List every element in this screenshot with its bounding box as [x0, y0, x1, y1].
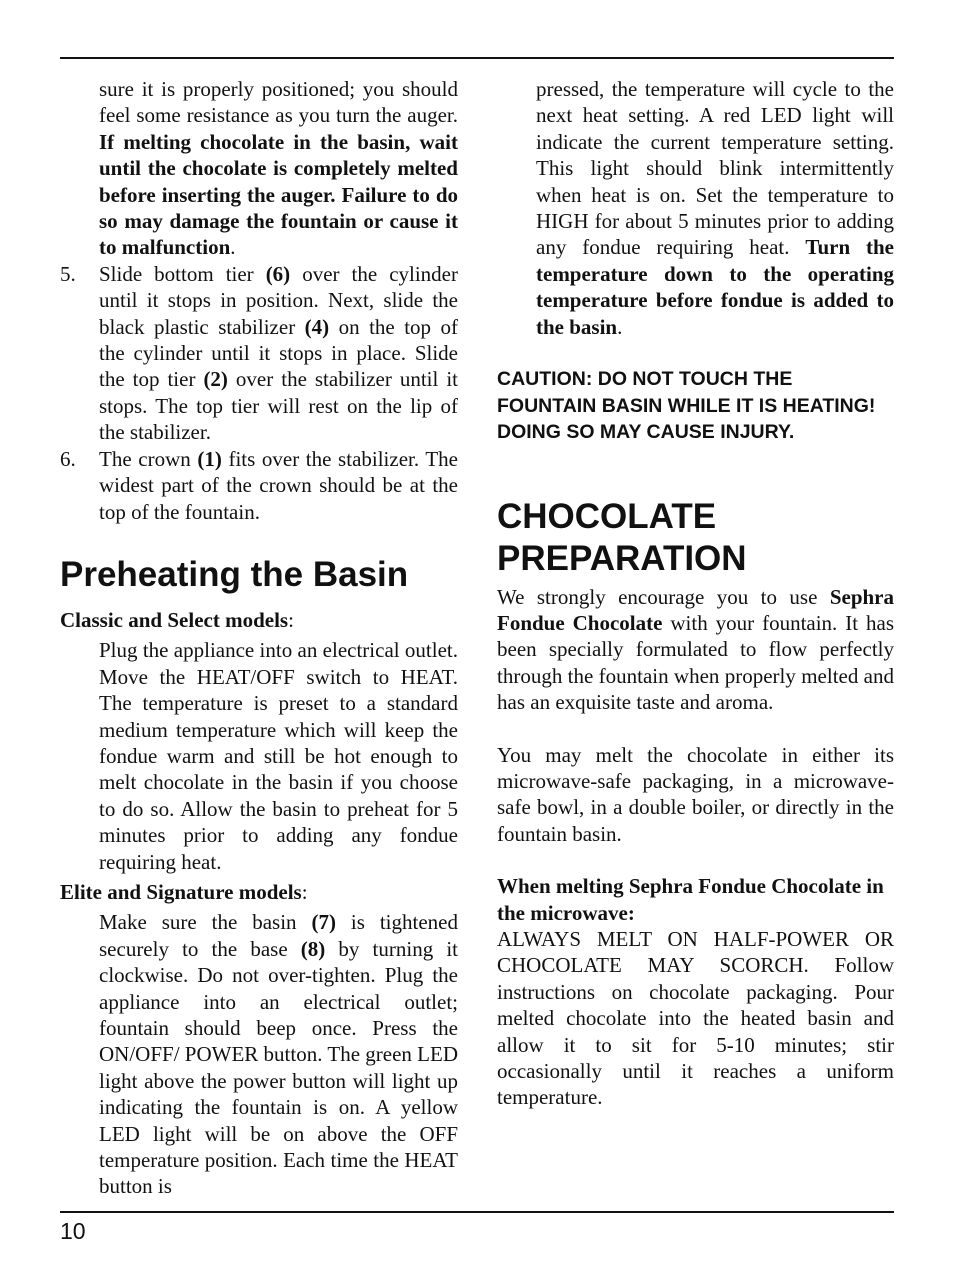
classic-paragraph: Plug the appliance into an electrical outlet. Move the HEAT/OFF switch to HEAT. The temperature is preset to a standard medium temperature which will keep the fondue warm and still be hot enough to melt chocolate in the basin if you choose to do so. Allow the basin to preheat for 5 minutes prior to adding any fondue requiring heat. — [99, 638, 458, 874]
step-5-number: 5. — [60, 261, 76, 286]
elite-paragraph — [99, 909, 458, 1199]
footer-rule — [60, 1211, 894, 1213]
continued-text: pressed, the temperature will cycle to the next heat setting. A red LED light will indicate the current temperature setting. This light should blink intermittently when heat is on. Set the temperature to HIGH for about 5 minutes prior to adding any fondue requiring heat. — [536, 77, 894, 260]
continued-paragraph — [536, 76, 894, 340]
step-5 — [60, 261, 458, 446]
sephra-product-name: Sephra Fondue Chocolate — [497, 584, 894, 635]
microwave-heading — [497, 873, 894, 926]
caution-notice: CAUTION: DO NOT TOUCH THE FOUNTAIN BASIN WHILE IT IS HEATING! DOING SO MAY CAUSE INJURY. — [497, 368, 876, 444]
step-6 — [60, 446, 458, 525]
header-rule — [60, 57, 894, 59]
chocolate-preparation-heading — [497, 496, 894, 580]
step-5-ref-2: (4) — [304, 314, 330, 339]
step-5-text-2: over the cylinder until it stops in position. Next, slide the black plastic stabilizer — [99, 261, 458, 339]
intro-paragraph — [99, 76, 458, 261]
step-6-number: 6. — [60, 446, 76, 471]
elite-ref-1: (7) — [311, 910, 336, 935]
step-5-text-3: on the top of the cylinder until it stops in place. Slide the top tier — [99, 314, 458, 392]
intro-warning: If melting chocolate in the basin, wait until the chocolate is completely melted before inserting the auger. Failure to do so may damage the fountain or cause it to malfunction — [99, 129, 458, 260]
continued-end: . — [617, 314, 623, 339]
intro-end: . — [230, 235, 236, 260]
microwave-heading-text: When melting Sephra Fondue Chocolate in the microwave: — [497, 874, 884, 925]
sephra-paragraph — [497, 584, 894, 716]
left-column — [60, 76, 458, 1200]
elite-ref-2: (8) — [300, 936, 326, 961]
intro-text: sure it is properly positioned; you should feel some resistance as you turn the auger. — [99, 77, 458, 128]
elite-label-text: Elite and Signature models — [60, 879, 302, 904]
classic-label-colon: : — [288, 607, 294, 632]
step-5-ref-1: (6) — [265, 261, 291, 286]
elite-label — [60, 879, 458, 905]
step-6-text-1: The crown — [99, 446, 198, 471]
page-number: 10 — [60, 1218, 86, 1244]
heading-line-2: PREPARATION — [497, 538, 747, 578]
elite-text-1: Make sure the basin — [99, 910, 312, 935]
melting-options-paragraph: You may melt the chocolate in either its microwave-safe packaging, in a microwave-safe bowl, in a double boiler, or directly in the fountain basin. — [497, 742, 894, 846]
continued-warning: Turn the temperature down to the operating temperature before fondue is added to the basin — [536, 235, 894, 339]
right-column — [497, 76, 894, 1111]
sephra-text-1: We strongly encourage you to use — [497, 584, 830, 609]
microwave-paragraph: ALWAYS MELT ON HALF-POWER OR CHOCOLATE MAY SCORCH. Follow instructions on chocolate packaging. Pour melted chocolate into the heated basin and allow it to sit for 5-10 minutes; stir occasionally until it reaches a uniform temperature. — [497, 927, 894, 1110]
heading-line-1: CHOCOLATE — [497, 496, 717, 536]
elite-text-3: by turning it clockwise. Do not over-tighten. Plug the appliance into an electrical outlet; fountain should beep once. Press the ON/OFF/ POWER button. The green LED light above the power button will light up indicating the fountain is on. A yellow LED light will be on above the OFF temperature position. Each time the HEAT button is — [99, 936, 458, 1199]
elite-text-2: is tightened securely to the base — [99, 910, 458, 961]
preheating-heading: Preheating the Basin — [60, 554, 409, 594]
classic-label-text: Classic and Select models — [60, 607, 289, 632]
step-6-ref-1: (1) — [197, 446, 222, 471]
step-5-ref-3: (2) — [203, 367, 228, 392]
classic-label — [60, 607, 458, 633]
step-5-text-1: Slide bottom tier — [99, 261, 266, 286]
elite-label-colon: : — [301, 879, 308, 904]
step-5-text-4: over the stabilizer until it stops. The top tier will rest on the lip of the stabilizer. — [99, 367, 458, 445]
sephra-text-2: with your fountain. It has been specially formulated to flow perfectly through the fountain when properly melted and has an exquisite taste and aroma. — [497, 610, 894, 715]
step-6-text-2: fits over the stabilizer. The widest part of the crown should be at the top of the fountain. — [99, 446, 458, 524]
